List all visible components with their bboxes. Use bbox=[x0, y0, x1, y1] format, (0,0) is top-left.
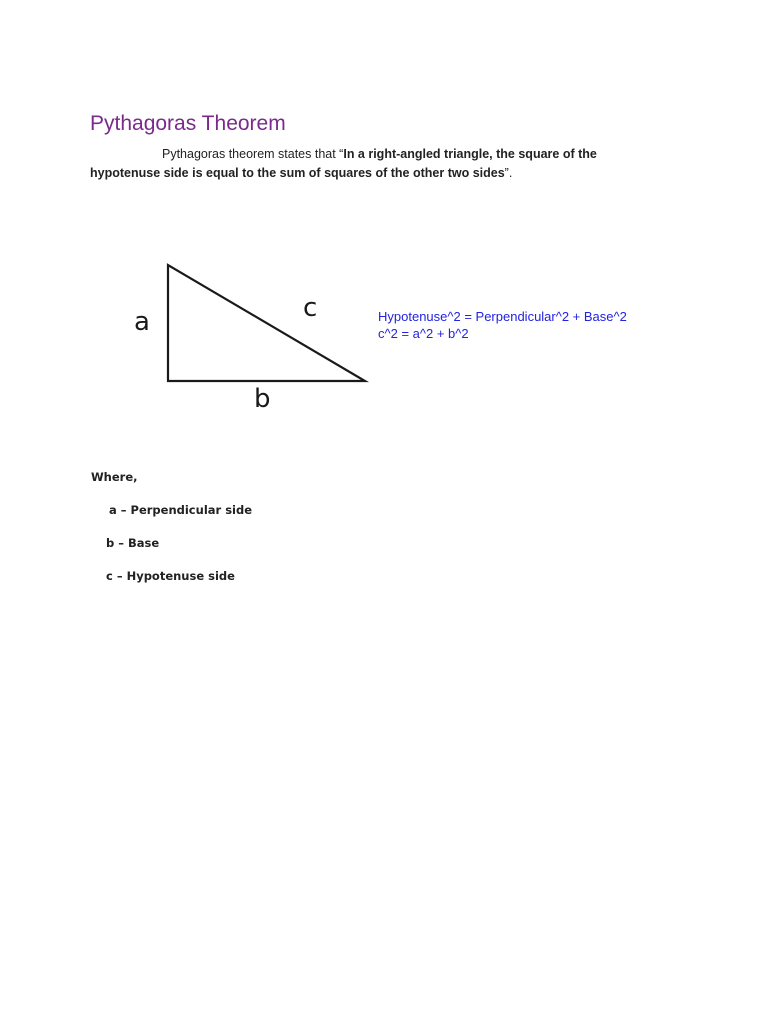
statement-trail: ”. bbox=[504, 166, 513, 180]
side-label-a: a bbox=[134, 307, 150, 337]
definition-b: b – Base bbox=[106, 536, 160, 550]
definition-c: c – Hypotenuse side bbox=[106, 569, 235, 583]
page-title: Pythagoras Theorem bbox=[90, 112, 286, 135]
where-label: Where, bbox=[91, 470, 138, 484]
definition-a: a – Perpendicular side bbox=[109, 503, 253, 517]
right-triangle-diagram bbox=[120, 250, 380, 420]
formula-line-symbolic: c^2 = a^2 + b^2 bbox=[378, 326, 469, 341]
side-label-b: b bbox=[254, 384, 271, 414]
formula-block bbox=[378, 308, 627, 342]
triangle-shape bbox=[168, 265, 365, 381]
side-label-c: c bbox=[303, 293, 318, 323]
theorem-statement bbox=[90, 145, 650, 183]
statement-bold: In a right-angled triangle, the square of the hypotenuse side is equal to the sum of squares of the other two sides bbox=[90, 147, 597, 180]
statement-lead: Pythagoras theorem states that “ bbox=[162, 147, 344, 161]
formula-line-general: Hypotenuse^2 = Perpendicular^2 + Base^2 bbox=[378, 309, 627, 324]
